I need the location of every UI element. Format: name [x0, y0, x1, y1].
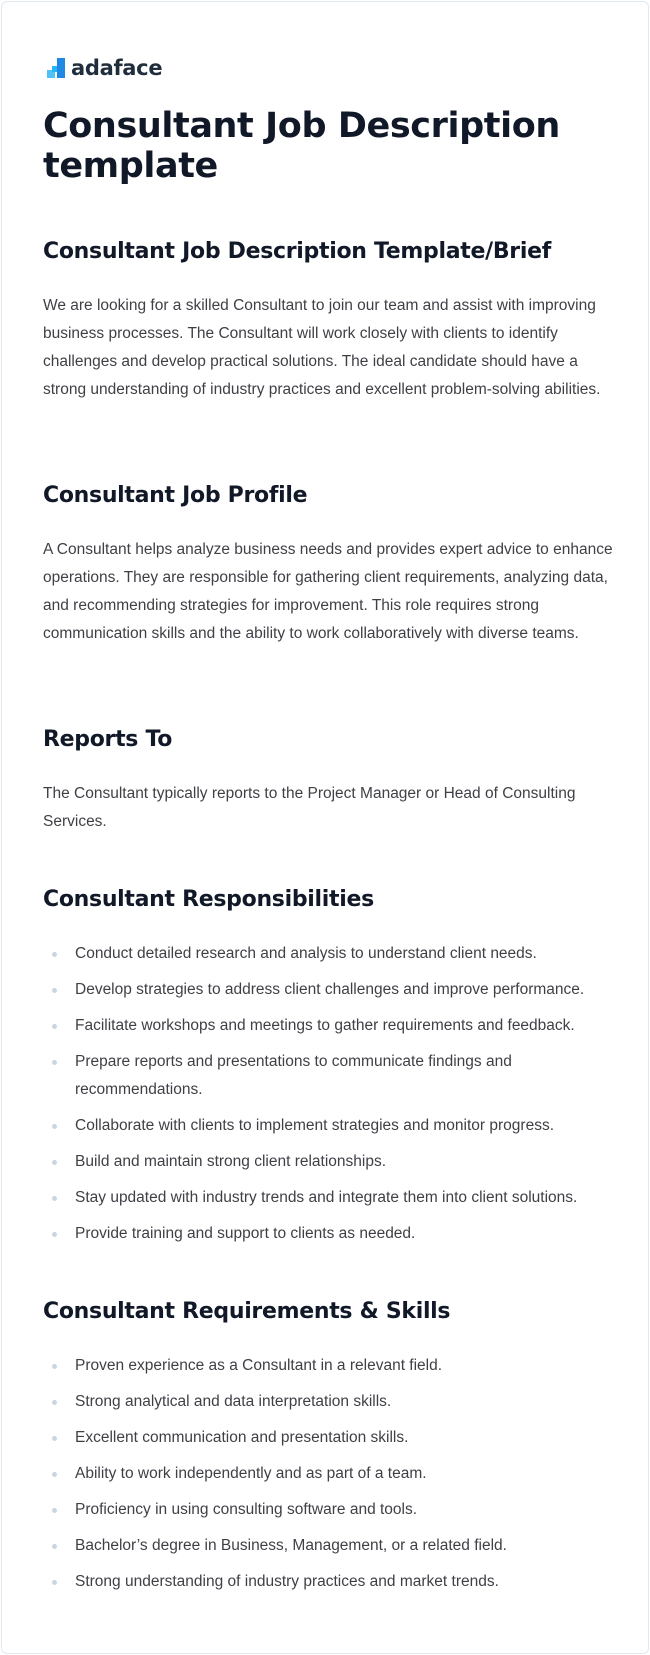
list-item: Facilitate workshops and meetings to gather requirements and feedback. [43, 1012, 615, 1040]
list-item: Proven experience as a Consultant in a relevant field. [43, 1352, 615, 1380]
list-item: Bachelor’s degree in Business, Management, or a related field. [43, 1532, 615, 1560]
reports-to-body: The Consultant typically reports to the Project Manager or Head of Consulting Services. [43, 785, 576, 830]
list-item: Strong understanding of industry practices and market trends. [43, 1568, 615, 1596]
brand-name: adaface [71, 56, 163, 80]
reports-to-heading: Reports To [43, 727, 173, 752]
requirements-heading: Consultant Requirements & Skills [43, 1299, 451, 1324]
page-title: Consultant Job Description template [43, 106, 560, 186]
list-item: Provide training and support to clients as needed. [43, 1220, 615, 1248]
list-item: Develop strategies to address client challenges and improve performance. [43, 976, 615, 1004]
list-item: Strong analytical and data interpretation skills. [43, 1388, 615, 1416]
logo-mark-icon [47, 58, 65, 78]
list-item: Prepare reports and presentations to communicate findings and recommendations. [43, 1048, 615, 1104]
responsibilities-heading: Consultant Responsibilities [43, 887, 374, 912]
responsibilities-list [43, 940, 615, 1256]
document-card [1, 1, 649, 1654]
profile-heading: Consultant Job Profile [43, 483, 308, 508]
list-item: Proficiency in using consulting software and tools. [43, 1496, 615, 1524]
list-item: Collaborate with clients to implement strategies and monitor progress. [43, 1112, 615, 1140]
list-item: Stay updated with industry trends and integrate them into client solutions. [43, 1184, 615, 1212]
requirements-list [43, 1352, 615, 1604]
list-item: Excellent communication and presentation skills. [43, 1424, 615, 1452]
brief-body: We are looking for a skilled Consultant to join our team and assist with improving business processes. The Consultant will work closely with clients to identify challenges and develop practical solutions. The ideal candidate should have a strong understanding of industry practices and excellent problem-solving abilities. [43, 297, 601, 398]
brief-heading: Consultant Job Description Template/Brief [43, 239, 551, 264]
list-item: Build and maintain strong client relationships. [43, 1148, 615, 1176]
list-item: Conduct detailed research and analysis to understand client needs. [43, 940, 615, 968]
brand-logo[interactable] [47, 56, 162, 80]
list-item: Ability to work independently and as part of a team. [43, 1460, 615, 1488]
profile-body: A Consultant helps analyze business needs and provides expert advice to enhance operations. They are responsible for gathering client requirements, analyzing data, and recommending strategies for improvement. This role requires strong communication skills and the ability to work collaboratively with diverse teams. [43, 541, 613, 642]
